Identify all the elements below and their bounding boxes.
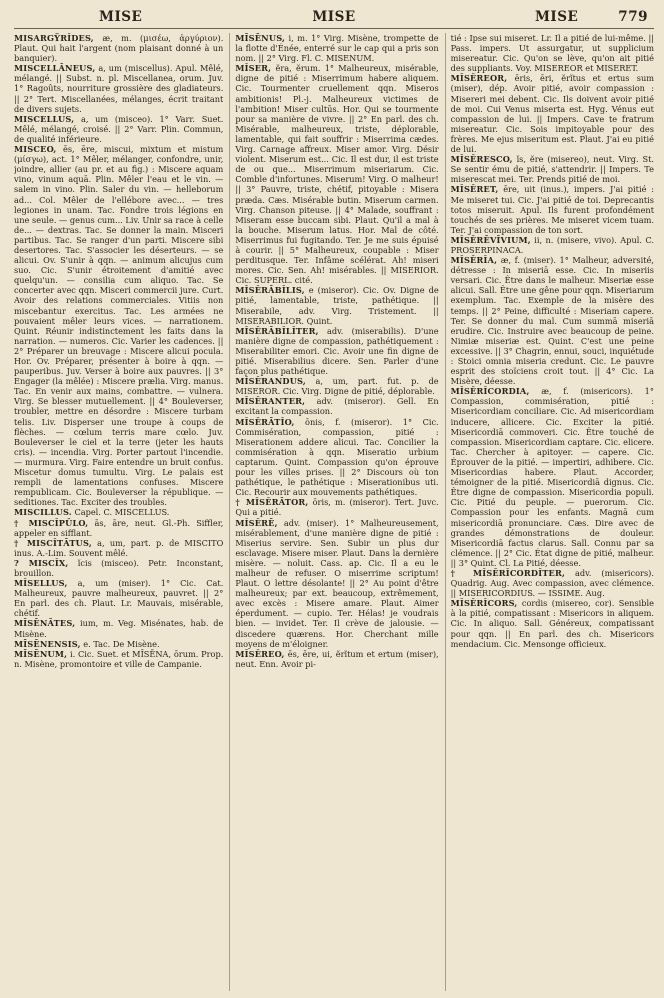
entry-definition: e (miseror). Cic. Ov. Digne de pitié, lamentable, triste, pathétique. || Miserabile, adv. Virg. Tristement. || MISERABILIOR. Quint. bbox=[235, 285, 439, 326]
entry-headword: MĬSĔRANTER, bbox=[235, 396, 306, 407]
entry-headword: MĬSĔRĀTĬO, bbox=[235, 416, 295, 427]
dictionary-entry bbox=[451, 154, 654, 184]
header-left-word: MISE bbox=[99, 9, 143, 25]
dictionary-entry bbox=[14, 649, 223, 669]
entry-definition: ii, n. (misere, vivo). Apul. C. PROSERPINACA. bbox=[450, 234, 654, 255]
entry-headword: MĬSĔRĬCORS, bbox=[450, 598, 518, 609]
entry-definition: a, um (miser). 1° Cic. Cat. Malheureux, pauvre malheureux, pauvret. || 2° En parl. des ch. Plaut. Lr. Mauvais, misérable, chétif. bbox=[14, 578, 224, 619]
dictionary-entry bbox=[14, 507, 223, 517]
entry-headword: MĬSĔRANDUS, bbox=[235, 376, 306, 387]
column-3 bbox=[445, 33, 654, 991]
running-header bbox=[14, 6, 654, 29]
dictionary-entry bbox=[235, 417, 438, 498]
entry-definition: cordis (misereo, cor). Sensible à la pitié, compatissant : Misericors in aliquem. Cic. In aliquo. Sall. Généreux, compatissant pour qqn. || En parl. des ch. Misericors mendacium. Cic. Mensonge officieux. bbox=[450, 598, 654, 649]
entry-headword: † MISCĬPŬLO, bbox=[14, 517, 89, 528]
entry-headword: MISCELLĀNEUS, bbox=[14, 63, 96, 74]
dictionary-entry bbox=[451, 33, 654, 73]
entry-definition: i. Cic. Suet. et MĪSĒNA, ōrum. Prop. n. Misène, promontoire et ville de Campanie. bbox=[14, 648, 224, 669]
dictionary-entry bbox=[451, 73, 654, 154]
dictionary-entry bbox=[235, 376, 438, 396]
dictionary-entry bbox=[235, 326, 438, 376]
dictionary-entry bbox=[235, 518, 438, 649]
header-center-word: MISE bbox=[312, 9, 356, 25]
entry-headword: MĪSĒNUS, bbox=[235, 33, 286, 43]
entry-definition: adv. (miseror). Gell. En excitant la compassion. bbox=[235, 396, 439, 417]
entry-headword: MĬSĔRĒVĪVIUM, bbox=[450, 234, 531, 245]
dictionary-entry bbox=[451, 386, 654, 568]
column-2 bbox=[229, 33, 438, 991]
entry-headword: MĬSĔRĒ, bbox=[235, 517, 278, 528]
entry-definition: a, um (misceo). 1° Varr. Suet. Mêlé, mélangé, croisé. || 2° Varr. Plin. Commun, de qualité inférieure. bbox=[14, 113, 224, 144]
dictionary-entry bbox=[14, 518, 223, 538]
entry-definition: ās, āre, neut. Gl.-Ph. Siffler, appeler en sifflant. bbox=[14, 517, 224, 538]
dictionary-entry bbox=[14, 538, 223, 558]
entry-headword: ? MISCĬX, bbox=[14, 557, 69, 568]
entry-definition: æ, f. (misericors). 1° Compassion, commisération, pitié : Misericordiam conciliare. Cic. Ad misericordiam inducere, allicere. Cic. Exciter la pitié. Misericordiā commoveri. Cic. Être touché de compassion. Misericordiam captare. Cic. elicere. Tac. Chercher à apitoyer. — capere. Cic. Éprouver de la pitié. — impertiri, adhibere. Cic. Misericordias habere. Plaut. Accorder, témoigner de la pitié. Misericordiā dignus. Cic. Être digne de compassion. Misericordia populi. Cic. Pitié du peuple. — puerorum. Cic. Compassion pour les enfants. Magnā cum misericordiā pronunciare. Cæs. Dire avec de grandes démonstrations de douleur. Misericordiā factus clarus. Sall. Connu par sa clémence. || 2° Cic. État digne de pitié, malheur. || 3° Quint. Cl. La Pitié, déesse. bbox=[450, 386, 654, 568]
entry-headword: MĬSĔRET, bbox=[450, 184, 499, 195]
entry-columns bbox=[14, 33, 654, 991]
entry-headword: MĪSĒNENSIS, bbox=[14, 638, 81, 649]
entry-definition: Capel. C. MISCELLUS. bbox=[74, 507, 170, 518]
entry-definition: ēs, ēre, miscui, mixtum et mistum (μίσγω), act. 1° Mêler, mélanger, confondre, unir, joindre, allier (au pr. et au fig.) : Miscere aquam vino, vinum aquā. Plin. Mêler l'eau et le vin. — salem in vino. Plin. Saler du vin. — helleborum ad... Col. Mêler de l'ellébore avec... — tres legiones in unam. Tac. Fondre trois légions en une seule. — genus cum... Liv. Unir sa race à celle de... — dextras. Tac. Se donner la main. Misceri partibus. Tac. Se ranger d'un parti. Miscere sibi desertores. Tac. S'associer les déserteurs. — se alicui. Ov. S'unir à qqn. — animum alicujus cum suo. Cic. S'unir étroitement d'amitié avec quelqu'un. — consilia cum aliquo. Tac. Se concerter avec qqn. Misceri commercii jure. Curt. Avoir des relations commerciales. Vitiis non miscebantur exercitus. Tac. Les armées ne pouvaient mêler leurs vices. — narrationem. Quint. Réunir indistinctement les faits dans la narration. — numeros. Cic. Varier les cadences. || 2° Préparer un breuvage : Miscere alicui pocula. Hor. Ov. Préparer, présenter à boire à qqn. — pauperibus. Juv. Verser à boire aux pauvres. || 3° Engager (la mêlée) : Miscere prælia. Virg. manus. Tac. En venir aux mains, combattre. — vulnera. Virg. Se blesser mutuellement. || 4° Bouleverser, troubler, mettre en désordre : Miscere turbam telis. Liv. Disperser une troupe à coups de flèches. — cœlum terris mare cœlo. Juv. Bouleverser le ciel et la terre (jeter les hauts cris). — incendia. Virg. Porter partout l'incendie. — murmura. Virg. Faire entendre un bruit confus. Miscetur domus tumultu. Virg. Le palais est rempli de lamentations confuses. Miscere rempublicam. Cic. Bouleverser la république. — seditiones. Tac. Exciter des troubles. bbox=[14, 144, 224, 508]
dictionary-entry bbox=[235, 33, 438, 63]
entry-definition: ōnis, f. (miseror). 1° Cic. Commisération, compassion, pitié : Miserationem addere alicui. Tac. Concilier la commisération à qqn. Miseratio urbium captarum. Quint. Compassion qu'on éprouve pour les villes prises. || 2° Discours où ton pathétique, le pathétique : Miserationibus uti. Cic. Recourir aux mouvements pathétiques. bbox=[235, 416, 439, 498]
entry-headword: MISCELLUS, bbox=[14, 113, 75, 124]
dictionary-entry bbox=[451, 255, 654, 386]
dictionary-entry bbox=[451, 598, 654, 648]
entry-definition: tié : Ipse sui miseret. Lr. Il a pitié de lui-même. || Pass. impers. Ut assurgatur, ut supplicium misereatur. Cic. Qu'on se lève, qu'on ait pitié des suppliants. Voy. MISEREOR et MISERET. bbox=[450, 33, 654, 74]
entry-definition: ĕra, ĕrum. 1° Malheureux, misérable, digne de pitié : Miserrimum habere aliquem. Cic. Tourmenter cruellement qqn. Miseros ambitionis! Pl.-j. Malheureux victimes de l'ambition! Miser cultūs. Hor. Qui se tourmente pour sa manière de vivre. || 2° En parl. des ch. Misérable, malheureux, triste, déplorable, lamentable, qui fait souffrir : Miserrima cædes. Virg. Carnage affreux. Miser amor. Virg. Désir violent. Miserum est... Cic. Il est dur, il est triste de ou que... Miserrimum miseriarum. Cic. Comble d'infortunes. Miserum! Virg. O malheur! || 3° Pauvre, triste, chétif, pitoyable : Misera præda. Cæs. Misérable butin. Miserum carmen. Virg. Chanson piteuse. || 4° Malade, souffrant : Miseram esse buccam sibi. Plaut. Qu'il a mal à la bouche. Miserum latus. Hor. Mal de côté. Miserrimus fui fugitando. Ter. Je me suis épuisé à courir. || 5° Malheureux, coupable : Miser perditusque. Ter. Infâme scélérat. Ah! miseri mores. Cic. Sen. Ah! misérables. || MISERIOR. Cic. SUPERL. cité. bbox=[235, 63, 439, 286]
entry-definition: adv. (misericors). Quadrig. Aug. Avec compassion, avec clémence. || MISERICORDIUS. — ISSIME. Aug. bbox=[450, 567, 654, 599]
entry-definition: ĭcis (misceo). Petr. Inconstant, brouillon. bbox=[14, 557, 224, 578]
page-number: 779 bbox=[618, 9, 648, 25]
entry-headword: MĪSĒNUM, bbox=[14, 648, 68, 659]
dictionary-entry bbox=[451, 235, 654, 255]
entry-definition: ēre, uit (inus.), impers. J'ai pitié : Me miseret tui. Cic. J'ai pitié de toi. Deprecantis totos miseruit. Apul. Ils furent profondément touchés de ses prières. Me miseret vicem tuam. Ter. J'ai compassion de ton sort. bbox=[450, 184, 654, 235]
entry-headword: MĬSER, bbox=[235, 63, 272, 74]
entry-headword: MĬSĔREO, bbox=[235, 648, 285, 659]
entry-definition: ōris, m. (miseror). Tert. Juvc. Qui a pitié. bbox=[235, 497, 439, 518]
entry-headword: MĬSĔRĬA, bbox=[450, 255, 498, 266]
entry-definition: adv. (miserabilis). D'une manière digne de compassion, pathétiquement : Miserabiliter emori. Cic. Avoir une fin digne de pitié. Miserabilius dicere. Sen. Parler d'une façon plus pathétique. bbox=[235, 325, 439, 377]
entry-headword: † MĬSĔRĀTOR, bbox=[235, 497, 309, 508]
entry-headword: MISARGŸRĬDES, bbox=[14, 33, 94, 43]
entry-definition: ĭs, ĕre (misereo), neut. Virg. St. Se sentir ému de pitié, s'attendrir. || Impers. Te miserescat mei. Ter. Prends pitié de moi. bbox=[450, 154, 654, 185]
entry-definition: e. Tac. De Misène. bbox=[83, 638, 160, 649]
dictionary-entry bbox=[235, 63, 438, 285]
entry-definition: a, um, part. p. de MISCITO inus. A.-Lim. Souvent mêlé. bbox=[14, 537, 224, 558]
dictionary-entry bbox=[14, 114, 223, 144]
entry-definition: adv. (miser). 1° Malheureusement, misérablement, d'une manière digne de pitié : Miserius servire. Sen. Subir un plus dur esclavage. Misere miser. Plaut. Dans la dernière misère. — noluit. Cass. ap. Cic. Il a eu le malheur de refuser. O miserrime scriptum! Plaut. O lettre désolante! || 2° Au point d'être malheureux; par ext. beaucoup, extrêmement, avec excès : Misere amare. Plaut. Aimer éperdument. — cupio. Ter. Hélas! je voudrais bien. — invidet. Ter. Il crève de jalousie. — discedere quærens. Hor. Cherchant mille moyens de m'éloigner. bbox=[235, 517, 439, 649]
dictionary-entry bbox=[14, 618, 223, 638]
entry-headword: MĬSĔRĀBĬLĬTER, bbox=[235, 325, 319, 336]
entry-headword: MĬSĔREOR, bbox=[450, 73, 508, 84]
dictionary-entry bbox=[235, 497, 438, 517]
dictionary-entry bbox=[14, 578, 223, 618]
header-right bbox=[441, 9, 654, 25]
entry-definition: æ, f. (miser). 1° Malheur, adversité, détresse : In miseriā esse. Cic. In miseriis versari. Cic. Être dans le malheur. Miseriæ esse alicui. Sall. Être une gêne pour qqn. Miseriarum exemplum. Tac. Exemple de la misère des temps. || 2° Peine, difficulté : Miseriam capere. Ter. Se donner du mal. Cum summā miseriā erudire. Cic. Instruire avec beaucoup de peine. Nimiæ miseriæ est. Quint. C'est une peine excessive. || 3° Chagrin, ennui, souci, inquiétude : Stoici omnia miseria credunt. Cic. Le pauvre esprit des stoïciens croit tout. || 4° Cic. La Misère, déesse. bbox=[450, 255, 654, 387]
dictionary-entry bbox=[235, 285, 438, 325]
dictionary-entry bbox=[14, 33, 223, 63]
dictionary-entry bbox=[14, 144, 223, 507]
dictionary-entry bbox=[14, 63, 223, 113]
dictionary-entry bbox=[451, 184, 654, 234]
entry-headword: MĬSELLUS, bbox=[14, 578, 68, 589]
dictionary-entry bbox=[235, 396, 438, 416]
dictionary-entry bbox=[451, 568, 654, 598]
entry-definition: a, um, part. fut. p. de MISEROR. Cic. Virg. Digne de pitié, déplorable. bbox=[235, 376, 439, 397]
entry-headword: MISCILLUS. bbox=[14, 507, 72, 518]
header-right-word: MISE bbox=[534, 9, 579, 25]
dictionary-entry bbox=[14, 639, 223, 649]
entry-headword: † MISCĬTĀTUS, bbox=[14, 537, 92, 548]
dictionary-entry bbox=[14, 558, 223, 578]
entry-definition: æ, m. (μισέω, ἀργύριον). Plaut. Qui hait l'argent (nom plaisant donné à un banquier). bbox=[14, 33, 224, 64]
column-1 bbox=[14, 33, 223, 991]
entry-headword: MĬSĔRĬCORDIA, bbox=[450, 386, 530, 397]
entry-definition: a, um (miscellus). Apul. Mêlé, mélangé. || Subst. n. pl. Miscellanea, orum. Juv. 1° Ragoûts, nourriture grossière des gladiateurs. || 2° Tert. Miscellanées, mélanges, écrit traitant de divers sujets. bbox=[14, 63, 224, 114]
entry-definition: ēs, ēre, ui, ĕrĭtum et ertum (miser), neut. Enn. Avoir pi- bbox=[235, 648, 439, 669]
entry-headword: MISCEO, bbox=[14, 144, 57, 155]
entry-definition: ēris, ēri, ĕrĭtus et ertus sum (miser), dép. Avoir pitié, avoir compassion : Misereri mei debent. Cic. Ils doivent avoir pitié de moi. Cui Venus miserta est. Hyg. Vénus eut compassion de lui. || Impers. Cave te fratrum misereatur. Cic. Sois impitoyable pour des frères. Me ejus miseritum est. Plaut. J'ai eu pitié de lui. bbox=[450, 73, 654, 155]
entry-headword: MĬSĔRĀBĬLIS, bbox=[235, 285, 305, 296]
entry-headword: MĪSĒNĀTES, bbox=[14, 618, 76, 629]
entry-definition: ium, m. Veg. Misénates, hab. de Misène. bbox=[14, 618, 224, 639]
entry-definition: i, m. 1° Virg. Misène, trompette de la flotte d'Énée, enterré sur le cap qui a pris son nom. || 2° Virg. Fl. C. MISENUM. bbox=[235, 33, 439, 64]
entry-headword: † MĬSĔRĬCORDĬTER, bbox=[450, 567, 566, 578]
dictionary-entry bbox=[235, 649, 438, 669]
entry-headword: MĬSĔRESCO, bbox=[450, 154, 513, 165]
